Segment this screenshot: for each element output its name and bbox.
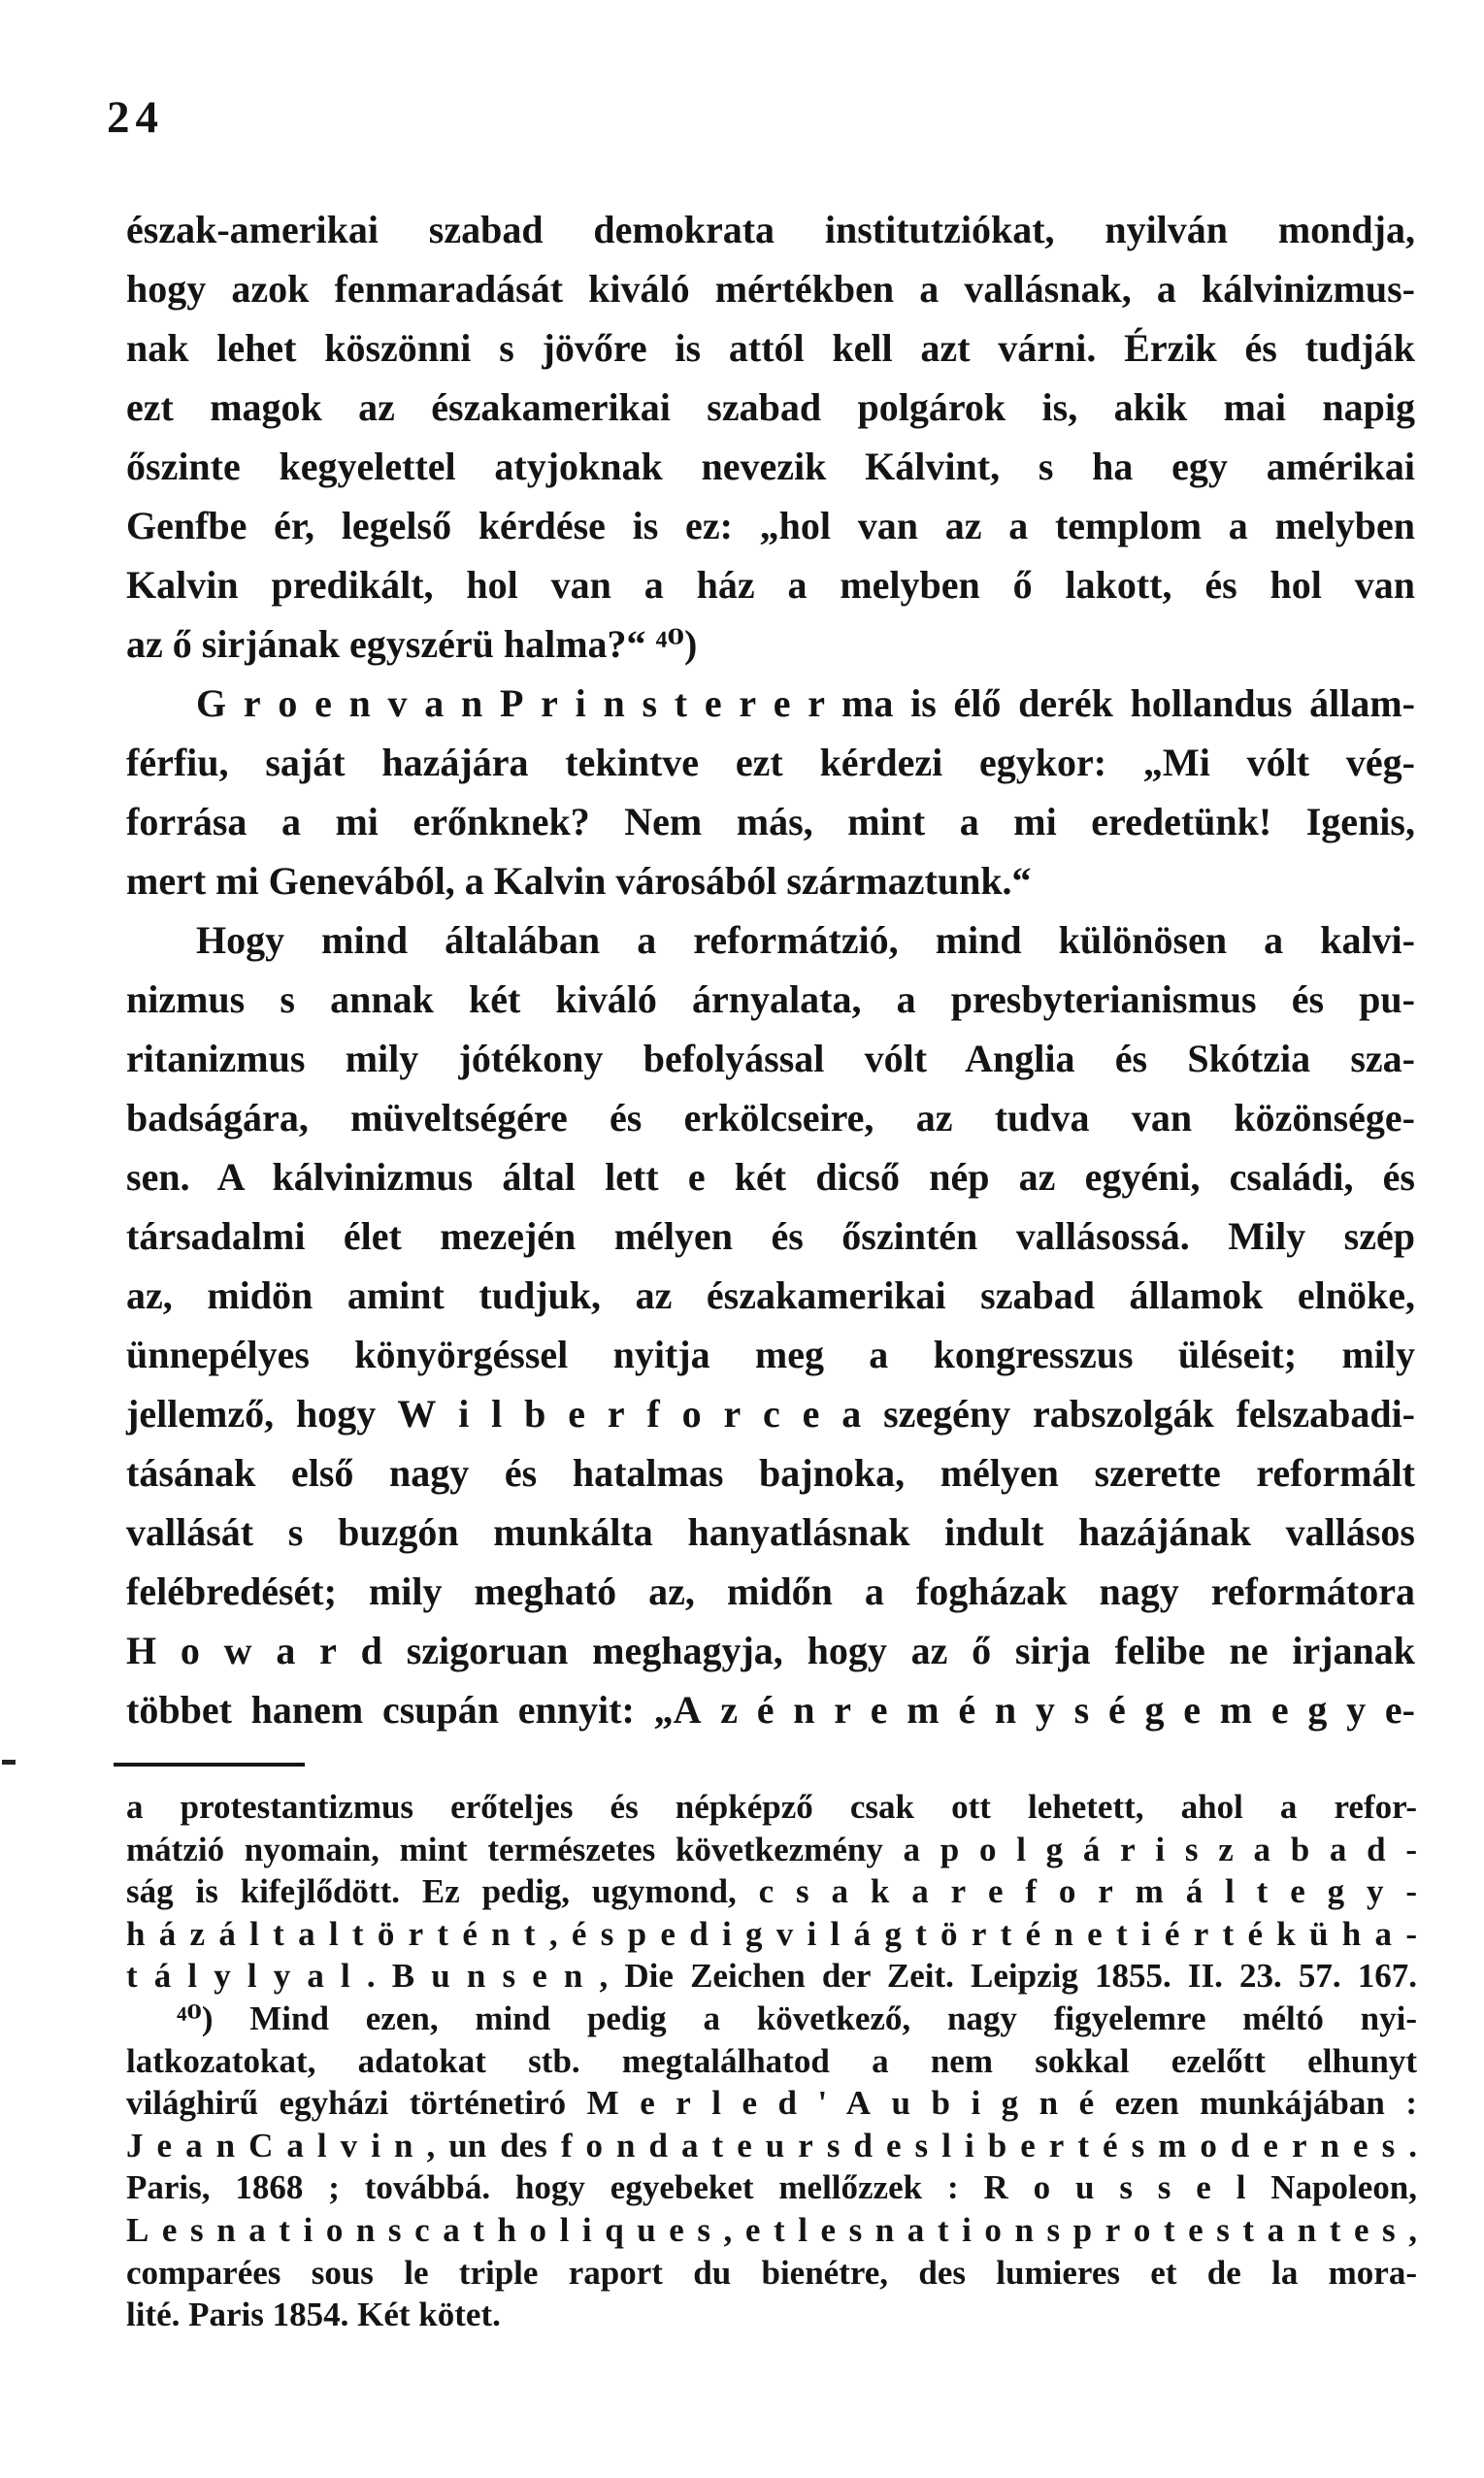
body-line: ünnepélyes könyörgéssel nyitja meg a kongresszus üléseit; mily <box>126 1333 1415 1376</box>
body-line: őszinte kegyelettel atyjoknak nevezik Kálvint, s ha egy amérikai <box>126 445 1415 488</box>
footnote-line: t á l y l y a l . B u n s e n , Die Zeichen der Zeit. Leipzig 1855. II. 23. 57. 167. <box>126 1957 1417 1996</box>
footnote-line: comparées sous le triple raport du bienétre, des lumieres et de la mora- <box>126 2253 1417 2292</box>
footnote-line: a protestantizmus erőteljes és népképző csak ott lehetett, ahol a refor- <box>126 1788 1417 1826</box>
body-line: sen. A kálvinizmus által lett e két dicső nép az egyéni, családi, és <box>126 1155 1415 1199</box>
footnote-line: lité. Paris 1854. Két kötet. <box>126 2296 501 2334</box>
body-line: az, midön amint tudjuk, az északamerikai szabad államok elnöke, <box>126 1273 1415 1317</box>
body-line: hogy azok fenmaradását kiváló mértékben a vallásnak, a kálvinizmus- <box>126 267 1415 311</box>
body-line: többet hanem csupán ennyit: „A z é n r e m é n y s é g e m e g y e- <box>126 1688 1415 1732</box>
body-line: nak lehet köszönni s jövőre is attól kell azt várni. Érzik és tudják <box>126 326 1415 370</box>
body-line: G r o e n v a n P r i n s t e r e r ma is élő derék hollandus állam- <box>196 681 1415 725</box>
body-line: nizmus s annak két kiváló árnyalata, a presbyterianismus és pu- <box>126 977 1415 1021</box>
body-line: az ő sirjának egyszérü halma?“ ⁴⁰) <box>126 622 698 666</box>
body-line: társadalmi élet mezején mélyen és őszintén vallásossá. Mily szép <box>126 1214 1415 1258</box>
footnote-line: L e s n a t i o n s c a t h o l i q u e s , e t l e s n a t i o n s p r o t e s t a n t e s , <box>126 2210 1417 2249</box>
footnote-line: J e a n C a l v i n , un des f o n d a t e u r s d e s l i b e r t é s m o d e r n e s . <box>126 2126 1417 2164</box>
body-line: badságára, müveltségére és erkölcseire, az tudva van közönsége- <box>126 1096 1415 1140</box>
body-line: mert mi Genevából, a Kalvin városából származtunk.“ <box>126 859 1032 903</box>
body-line: Hogy mind általában a reformátzió, mind különösen a kalvi- <box>196 918 1415 962</box>
body-line: észak-amerikai szabad demokrata institutziókat, nyilván mondja, <box>126 208 1415 251</box>
footnote-separator-rule <box>114 1763 305 1767</box>
margin-dash-mark <box>2 1760 16 1765</box>
body-line: tásának első nagy és hatalmas bajnoka, mélyen szerette reformált <box>126 1451 1415 1495</box>
body-line: férfiu, saját hazájára tekintve ezt kérdezi egykor: „Mi vólt vég- <box>126 741 1415 784</box>
body-text-block <box>126 200 1415 1739</box>
page-number: 24 <box>107 92 164 143</box>
body-line: vallását s buzgón munkálta hanyatlásnak indult hazájának vallásos <box>126 1510 1415 1554</box>
body-line: forrása a mi erőnknek? Nem más, mint a mi eredetünk! Igenis, <box>126 800 1415 843</box>
footnote-line: világhirű egyházi történetiró M e r l e d ' A u b i g n é ezen munkájában : <box>126 2084 1417 2123</box>
footnote-line: Paris, 1868 ; továbbá. hogy egyebeket mellőzzek : R o u s s e l Napoleon, <box>126 2168 1417 2207</box>
body-line: felébredését; mily megható az, midőn a fogházak nagy reformátora <box>126 1569 1415 1613</box>
body-line: ritanizmus mily jótékony befolyással vólt Anglia és Skótzia sza- <box>126 1037 1415 1080</box>
footnote-line: mátzió nyomain, mint természetes következmény a p o l g á r i s z a b a d - <box>126 1830 1417 1868</box>
footnote-line: ság is kifejlődött. Ez pedig, ugymond, c s a k a r e f o r m á l t e g y - <box>126 1872 1417 1911</box>
footnote-line: latkozatokat, adatokat stb. megtalálhatod a nem sokkal ezelőtt elhunyt <box>126 2041 1417 2080</box>
footnote-line: ⁴⁰) Mind ezen, mind pedig a következő, nagy figyelemre méltó nyi- <box>177 1999 1417 2037</box>
footnote-block <box>126 1786 1417 2336</box>
body-line: jellemző, hogy W i l b e r f o r c e a szegény rabszolgák felszabadi- <box>126 1392 1415 1436</box>
footnote-line: h á z á l t a l t ö r t é n t , é s p e d i g v i l á g t ö r t é n e t i é r t é k ü h a - <box>126 1914 1417 1953</box>
body-line: ezt magok az északamerikai szabad polgárok is, akik mai napig <box>126 385 1415 429</box>
body-line: Genfbe ér, legelső kérdése is ez: „hol van az a templom a melyben <box>126 504 1415 547</box>
body-line: Kalvin predikált, hol van a ház a melyben ő lakott, és hol van <box>126 563 1415 607</box>
body-line: H o w a r d szigoruan meghagyja, hogy az ő sirja felibe ne irjanak <box>126 1629 1415 1672</box>
